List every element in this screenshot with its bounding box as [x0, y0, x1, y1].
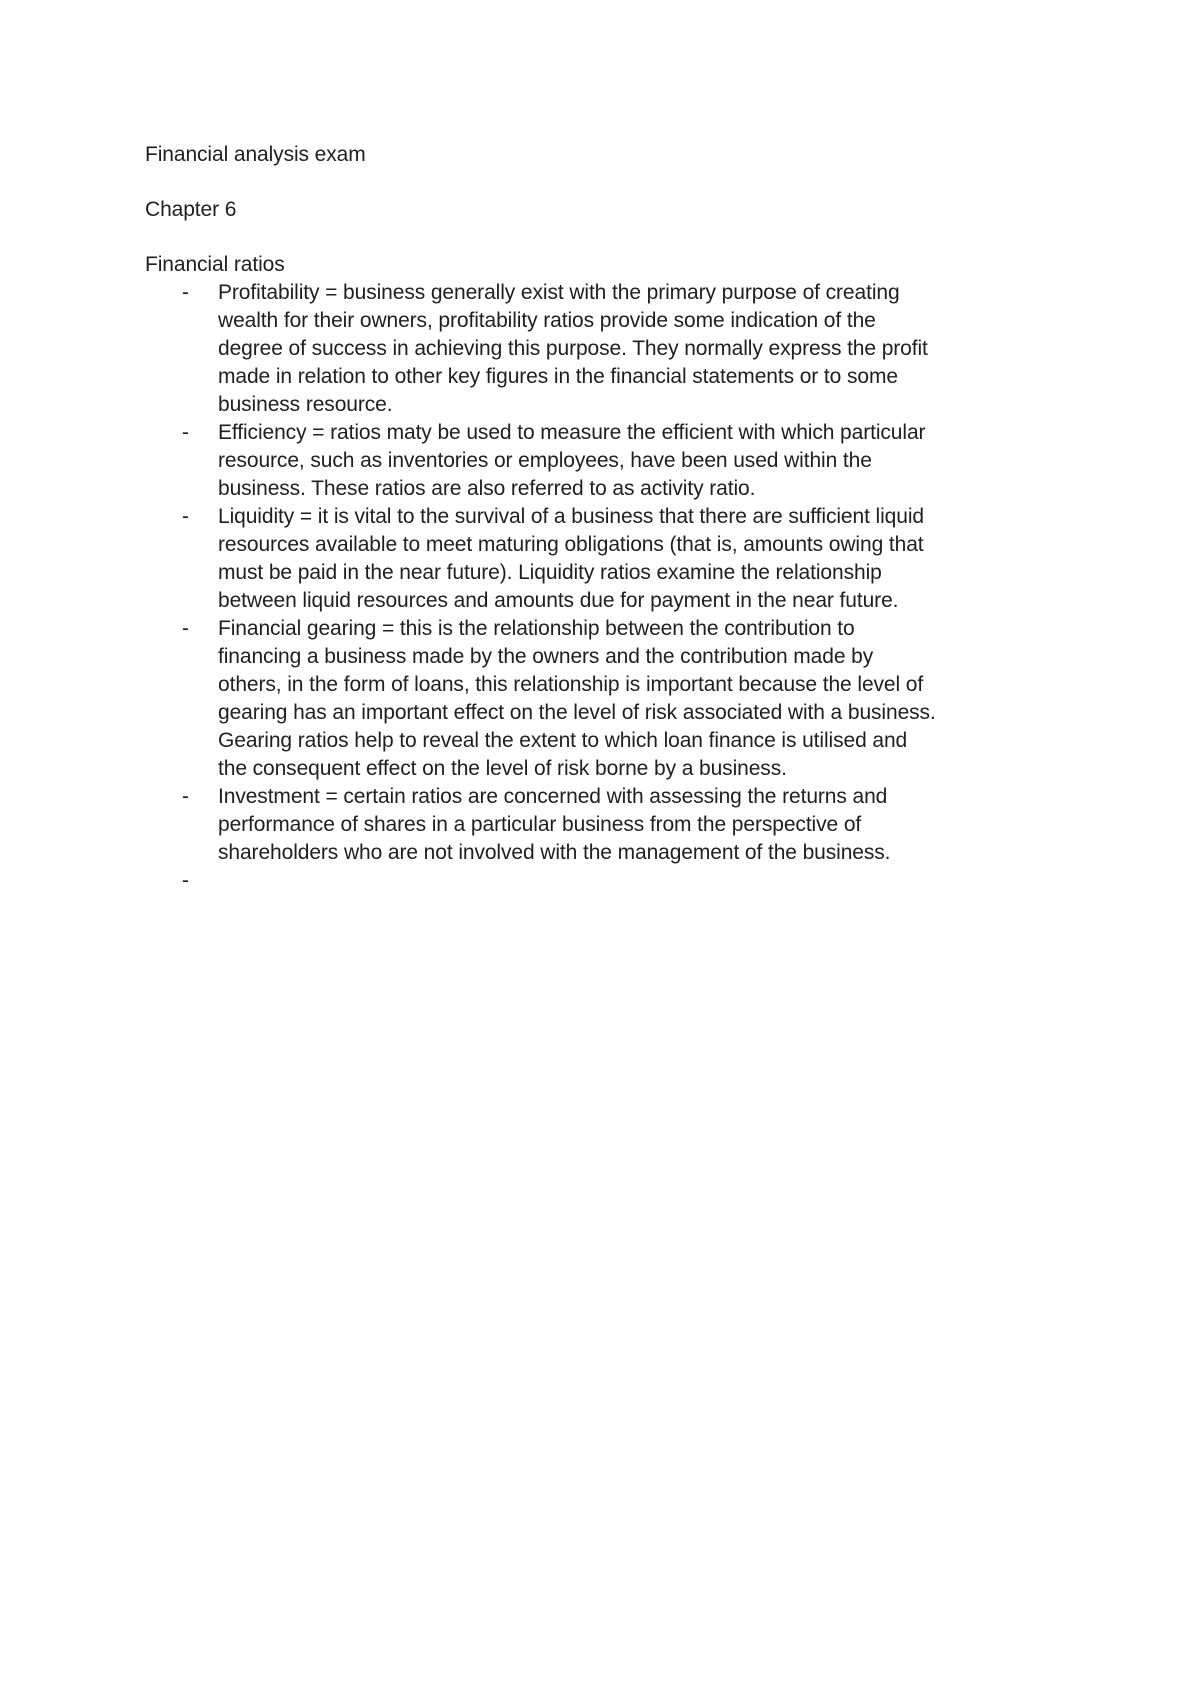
list-item — [145, 419, 1075, 503]
list-bullet-dash: - — [182, 421, 189, 444]
list-item — [145, 279, 1075, 419]
ratio-list — [145, 279, 1075, 895]
document-title: Financial analysis exam — [145, 143, 366, 166]
list-item-line: others, in the form of loans, this relationship is important because the level of — [218, 673, 924, 696]
list-bullet-dash: - — [182, 785, 189, 808]
list-item-line: Investment = certain ratios are concerned with assessing the returns and — [218, 785, 888, 808]
list-bullet-dash: - — [182, 505, 189, 528]
list-item-line: wealth for their owners, profitability ratios provide some indication of the — [218, 309, 876, 332]
list-item-line: business resource. — [218, 393, 393, 416]
list-item-line: made in relation to other key figures in the financial statements or to some — [218, 365, 898, 388]
list-item-line: between liquid resources and amounts due for payment in the near future. — [218, 589, 899, 612]
section-heading: Financial ratios — [145, 253, 285, 276]
list-item-line: Profitability = business generally exist with the primary purpose of creating — [218, 281, 900, 304]
list-item-line: resource, such as inventories or employees, have been used within the — [218, 449, 872, 472]
list-item — [145, 615, 1075, 783]
list-item-line: Efficiency = ratios maty be used to measure the efficient with which particular — [218, 421, 926, 444]
document-body — [145, 141, 1075, 895]
list-bullet-dash: - — [182, 281, 189, 304]
list-item — [145, 783, 1075, 867]
list-item-line: the consequent effect on the level of risk borne by a business. — [218, 757, 787, 780]
list-item-line: business. These ratios are also referred to as activity ratio. — [218, 477, 756, 500]
list-item — [145, 503, 1075, 615]
list-item-line: financing a business made by the owners and the contribution made by — [218, 645, 874, 668]
list-item-line: shareholders who are not involved with the management of the business. — [218, 841, 891, 864]
list-item-line: must be paid in the near future). Liquidity ratios examine the relationship — [218, 561, 882, 584]
list-item-line: Financial gearing = this is the relationship between the contribution to — [218, 617, 855, 640]
list-item-line: resources available to meet maturing obligations (that is, amounts owing that — [218, 533, 924, 556]
chapter-heading: Chapter 6 — [145, 198, 237, 221]
list-bullet-dash: - — [182, 869, 189, 892]
list-item-line: degree of success in achieving this purpose. They normally express the profit — [218, 337, 928, 360]
list-item-line: gearing has an important effect on the level of risk associated with a business. — [218, 701, 936, 724]
list-item-line: Liquidity = it is vital to the survival of a business that there are sufficient liquid — [218, 505, 924, 528]
list-item — [145, 867, 1075, 895]
list-item-line: performance of shares in a particular business from the perspective of — [218, 813, 862, 836]
list-item-line: Gearing ratios help to reveal the extent to which loan finance is utilised and — [218, 729, 908, 752]
list-bullet-dash: - — [182, 617, 189, 640]
